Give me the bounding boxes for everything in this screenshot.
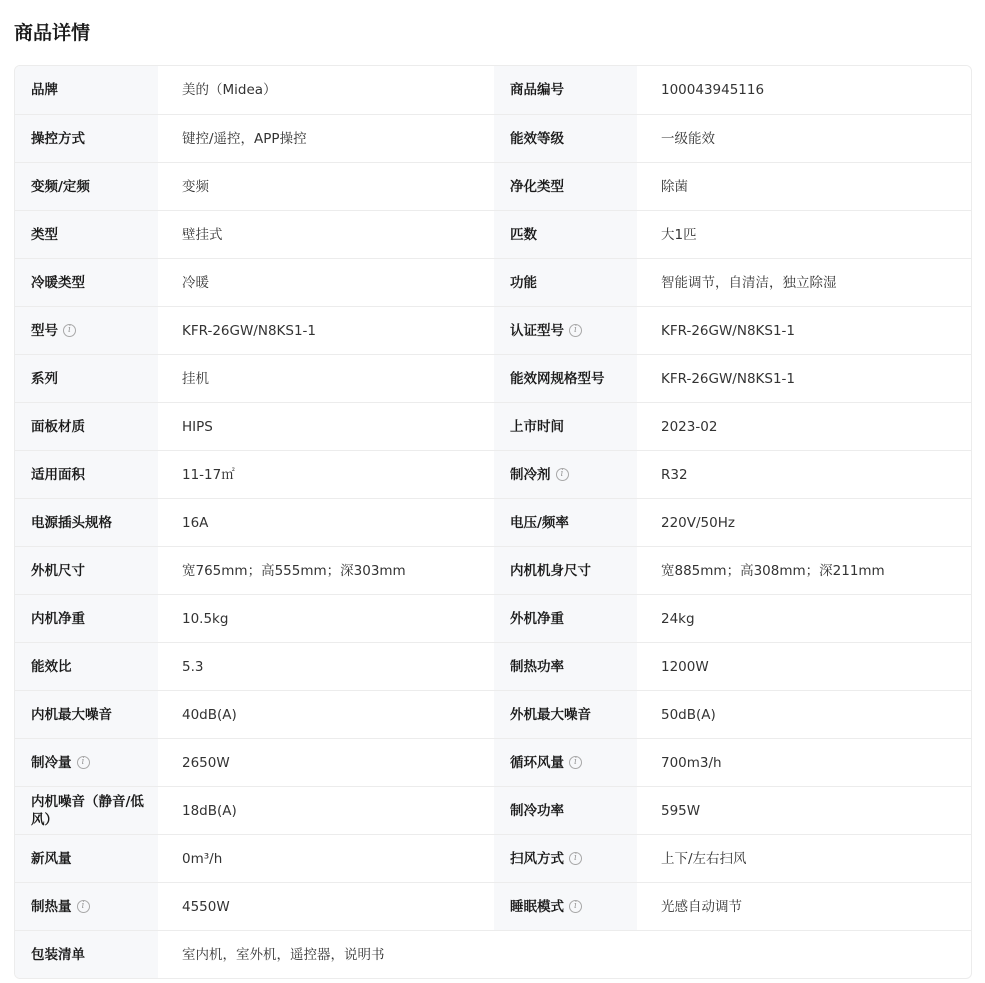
page-title: 商品详情 [14,22,91,44]
info-icon[interactable]: i [569,324,582,337]
spec-row [15,738,971,786]
spec-pair [494,883,972,930]
spec-value: 光感自动调节 [637,883,972,930]
spec-pair [15,499,494,546]
spec-label [15,643,158,690]
spec-label-text: 品牌 [31,82,58,98]
spec-row [15,114,971,162]
spec-label-text: 制冷功率 [510,802,564,819]
spec-label [494,739,637,786]
spec-pair [494,499,972,546]
spec-label-text: 功能 [510,274,537,291]
spec-row [15,834,971,882]
spec-row [15,690,971,738]
spec-pair [494,787,972,834]
spec-value: 键控/遥控，APP操控 [158,115,494,162]
spec-value: 4550W [158,883,494,930]
spec-value: 5.3 [158,643,494,690]
info-icon[interactable]: i [63,324,76,337]
spec-label [15,835,158,882]
spec-pair [494,307,972,354]
spec-value: KFR-26GW/N8KS1-1 [637,307,972,354]
spec-label-text: 商品编号 [510,82,564,98]
info-icon[interactable]: i [556,468,569,481]
spec-row [15,450,971,498]
spec-label-text: 外机尺寸 [31,562,85,579]
spec-label [494,259,637,306]
spec-table [14,65,972,979]
info-icon[interactable]: i [569,756,582,769]
spec-label-text: 扫风方式 [510,850,564,867]
spec-label-text: 内机最大噪音 [31,706,112,723]
spec-pair [494,643,972,690]
spec-label [15,163,158,210]
info-icon[interactable]: i [77,756,90,769]
spec-row [15,66,971,114]
spec-pair [15,115,494,162]
spec-value: 1200W [637,643,972,690]
spec-label-text: 制冷量 [31,754,72,771]
spec-label-text: 系列 [31,370,58,387]
spec-label [494,787,637,834]
info-icon[interactable]: i [569,900,582,913]
spec-value: 16A [158,499,494,546]
spec-value: KFR-26GW/N8KS1-1 [637,355,972,402]
spec-value: 大1匹 [637,211,972,258]
spec-label-text: 面板材质 [31,418,85,435]
spec-value: 一级能效 [637,115,972,162]
spec-label [494,643,637,690]
spec-label [15,691,158,738]
spec-label [15,787,158,834]
spec-value: 挂机 [158,355,494,402]
spec-value: 宽885mm；高308mm；深211mm [637,547,972,594]
spec-pair [15,307,494,354]
spec-row [15,354,971,402]
spec-label [494,66,637,114]
spec-label [15,739,158,786]
spec-label-text: 内机噪音（静音/低风） [31,793,144,828]
spec-row [15,594,971,642]
spec-row [15,498,971,546]
spec-pair [494,259,972,306]
spec-pair [15,66,494,114]
spec-label-text: 电源插头规格 [31,514,112,531]
spec-label-text: 内机机身尺寸 [510,562,591,579]
spec-label-text: 内机净重 [31,610,85,627]
spec-pair [494,835,972,882]
spec-label [15,403,158,450]
spec-value: 变频 [158,163,494,210]
spec-pair [15,595,494,642]
spec-label [494,835,637,882]
spec-value: 除菌 [637,163,972,210]
spec-label-text: 型号 [31,322,58,339]
spec-label [494,403,637,450]
spec-pair [15,547,494,594]
spec-value: 700m3/h [637,739,972,786]
spec-row [15,402,971,450]
spec-label-text: 变频/定频 [31,178,90,195]
spec-label [15,211,158,258]
spec-pair [494,211,972,258]
spec-label [494,355,637,402]
spec-label-text: 制热量 [31,898,72,915]
spec-label [494,451,637,498]
spec-label-text: 睡眠模式 [510,898,564,915]
spec-pair [494,595,972,642]
spec-label [494,595,637,642]
spec-label [15,931,158,978]
spec-row [15,210,971,258]
spec-label-text: 适用面积 [31,466,85,483]
spec-value: 美的（Midea） [158,66,494,114]
spec-label [15,595,158,642]
spec-value: 40dB(A) [158,691,494,738]
spec-label-text: 包装清单 [31,946,85,963]
spec-pair [15,691,494,738]
spec-row [15,306,971,354]
spec-pair [494,403,972,450]
spec-label-text: 制冷剂 [510,466,551,483]
spec-label-text: 能效等级 [510,130,564,147]
spec-pair [15,787,494,834]
spec-row [15,786,971,834]
spec-value: 2650W [158,739,494,786]
spec-pair [15,259,494,306]
spec-pair [15,643,494,690]
spec-label [494,307,637,354]
spec-pair [15,355,494,402]
spec-label-text: 外机净重 [510,610,564,627]
spec-pair [494,66,972,114]
spec-value: 50dB(A) [637,691,972,738]
spec-value: 18dB(A) [158,787,494,834]
spec-label [15,451,158,498]
spec-value: 上下/左右扫风 [637,835,972,882]
spec-label [15,499,158,546]
spec-label-text: 外机最大噪音 [510,706,591,723]
spec-row [15,642,971,690]
spec-label-text: 操控方式 [31,130,85,147]
spec-label-text: 能效网规格型号 [510,370,605,387]
spec-pair [494,355,972,402]
spec-value: 11-17㎡ [158,451,494,498]
spec-label [15,883,158,930]
spec-label-text: 能效比 [31,658,72,675]
spec-value: KFR-26GW/N8KS1-1 [158,307,494,354]
spec-value: 壁挂式 [158,211,494,258]
spec-row [15,546,971,594]
spec-label [15,547,158,594]
spec-label [494,547,637,594]
spec-value: 0m³/h [158,835,494,882]
spec-value: 100043945116 [637,66,972,114]
spec-label [15,259,158,306]
spec-label-text: 类型 [31,226,58,243]
spec-pair [15,403,494,450]
spec-value: 冷暖 [158,259,494,306]
spec-label [15,115,158,162]
spec-value: 24kg [637,595,972,642]
spec-label-text: 循环风量 [510,754,564,771]
spec-row [15,930,971,978]
spec-pair [494,163,972,210]
spec-label [15,355,158,402]
spec-label [494,163,637,210]
spec-pair [494,739,972,786]
spec-value: 220V/50Hz [637,499,972,546]
spec-pair [15,883,494,930]
spec-value: HIPS [158,403,494,450]
spec-label-text: 认证型号 [510,322,564,339]
spec-pair [15,163,494,210]
spec-pair [494,547,972,594]
spec-label-text: 新风量 [31,850,72,867]
spec-label-text: 匹数 [510,226,537,243]
spec-label [494,691,637,738]
spec-label-text: 电压/频率 [510,514,569,531]
spec-pair [15,451,494,498]
spec-value: 宽765mm；高555mm；深303mm [158,547,494,594]
spec-value: 智能调节，自清洁，独立除湿 [637,259,972,306]
spec-label-text: 制热功率 [510,658,564,675]
spec-pair [494,451,972,498]
spec-label [494,211,637,258]
spec-label [494,883,637,930]
spec-pair [15,211,494,258]
spec-value: R32 [637,451,972,498]
spec-pair [15,739,494,786]
spec-row [15,258,971,306]
spec-row [15,882,971,930]
spec-label-text: 净化类型 [510,178,564,195]
spec-label [494,115,637,162]
spec-value: 2023-02 [637,403,972,450]
info-icon[interactable]: i [569,852,582,865]
spec-value: 10.5kg [158,595,494,642]
spec-pair [494,691,972,738]
info-icon[interactable]: i [77,900,90,913]
spec-row [15,162,971,210]
spec-pair [15,931,494,978]
spec-value: 595W [637,787,972,834]
spec-value: 室内机，室外机，遥控器，说明书 [158,931,494,978]
spec-label [494,499,637,546]
spec-label-text: 上市时间 [510,418,564,435]
spec-label-text: 冷暖类型 [31,274,85,291]
spec-pair [15,835,494,882]
spec-label [15,307,158,354]
spec-label [15,66,158,114]
spec-pair [494,115,972,162]
